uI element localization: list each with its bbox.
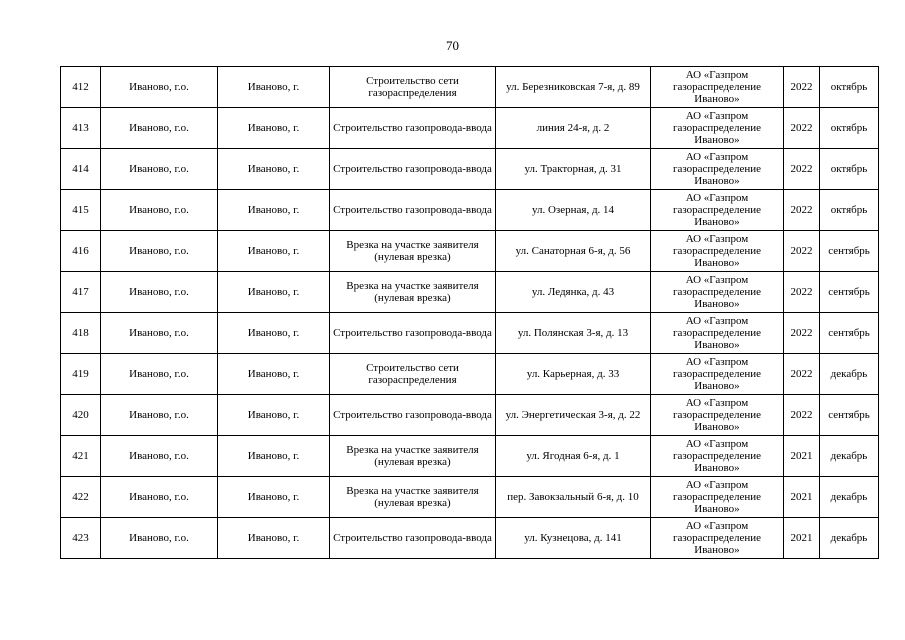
year-cell: 2022 xyxy=(784,354,820,395)
month-cell: сентябрь xyxy=(820,231,879,272)
month-cell: декабрь xyxy=(820,436,879,477)
year-cell: 2022 xyxy=(784,67,820,108)
month-cell: декабрь xyxy=(820,354,879,395)
district-cell: Иваново, г.о. xyxy=(101,190,218,231)
month-cell: октябрь xyxy=(820,190,879,231)
address-cell: ул. Полянская 3-я, д. 13 xyxy=(496,313,651,354)
table-row xyxy=(61,108,879,149)
month-cell: сентябрь xyxy=(820,395,879,436)
month-cell: октябрь xyxy=(820,149,879,190)
address-cell: ул. Энергетическая 3-я, д. 22 xyxy=(496,395,651,436)
locality-cell: Иваново, г. xyxy=(218,108,330,149)
table-row xyxy=(61,190,879,231)
month-cell: октябрь xyxy=(820,108,879,149)
year-cell: 2022 xyxy=(784,190,820,231)
locality-cell: Иваново, г. xyxy=(218,190,330,231)
row-number-cell: 415 xyxy=(61,190,101,231)
month-cell: сентябрь xyxy=(820,313,879,354)
organization-cell: АО «Газпром газораспределение Иваново» xyxy=(651,395,784,436)
work-type-cell: Строительство газопровода-ввода xyxy=(330,149,496,190)
work-type-cell: Врезка на участке заявителя (нулевая врезка) xyxy=(330,477,496,518)
locality-cell: Иваново, г. xyxy=(218,354,330,395)
table-row xyxy=(61,67,879,108)
district-cell: Иваново, г.о. xyxy=(101,108,218,149)
year-cell: 2021 xyxy=(784,518,820,559)
month-cell: декабрь xyxy=(820,477,879,518)
locality-cell: Иваново, г. xyxy=(218,395,330,436)
year-cell: 2021 xyxy=(784,477,820,518)
row-number-cell: 413 xyxy=(61,108,101,149)
organization-cell: АО «Газпром газораспределение Иваново» xyxy=(651,108,784,149)
row-number-cell: 412 xyxy=(61,67,101,108)
month-cell: сентябрь xyxy=(820,272,879,313)
organization-cell: АО «Газпром газораспределение Иваново» xyxy=(651,231,784,272)
work-type-cell: Строительство сети газораспределения xyxy=(330,354,496,395)
table-body xyxy=(61,67,879,559)
district-cell: Иваново, г.о. xyxy=(101,395,218,436)
address-cell: линия 24-я, д. 2 xyxy=(496,108,651,149)
row-number-cell: 417 xyxy=(61,272,101,313)
address-cell: ул. Ягодная 6-я, д. 1 xyxy=(496,436,651,477)
table-row xyxy=(61,313,879,354)
address-cell: ул. Березниковская 7-я, д. 89 xyxy=(496,67,651,108)
row-number-cell: 421 xyxy=(61,436,101,477)
month-cell: октябрь xyxy=(820,67,879,108)
work-type-cell: Строительство газопровода-ввода xyxy=(330,395,496,436)
address-cell: пер. Завокзальный 6-я, д. 10 xyxy=(496,477,651,518)
district-cell: Иваново, г.о. xyxy=(101,272,218,313)
organization-cell: АО «Газпром газораспределение Иваново» xyxy=(651,67,784,108)
locality-cell: Иваново, г. xyxy=(218,272,330,313)
locality-cell: Иваново, г. xyxy=(218,149,330,190)
organization-cell: АО «Газпром газораспределение Иваново» xyxy=(651,313,784,354)
table-row xyxy=(61,231,879,272)
table-row xyxy=(61,518,879,559)
district-cell: Иваново, г.о. xyxy=(101,477,218,518)
table-row xyxy=(61,436,879,477)
work-type-cell: Строительство газопровода-ввода xyxy=(330,518,496,559)
work-type-cell: Строительство газопровода-ввода xyxy=(330,108,496,149)
month-cell: декабрь xyxy=(820,518,879,559)
table-row xyxy=(61,477,879,518)
year-cell: 2022 xyxy=(784,149,820,190)
row-number-cell: 416 xyxy=(61,231,101,272)
table-row xyxy=(61,149,879,190)
locality-cell: Иваново, г. xyxy=(218,67,330,108)
district-cell: Иваново, г.о. xyxy=(101,149,218,190)
locality-cell: Иваново, г. xyxy=(218,313,330,354)
organization-cell: АО «Газпром газораспределение Иваново» xyxy=(651,477,784,518)
organization-cell: АО «Газпром газораспределение Иваново» xyxy=(651,272,784,313)
organization-cell: АО «Газпром газораспределение Иваново» xyxy=(651,190,784,231)
district-cell: Иваново, г.о. xyxy=(101,518,218,559)
row-number-cell: 419 xyxy=(61,354,101,395)
row-number-cell: 414 xyxy=(61,149,101,190)
address-cell: ул. Ледянка, д. 43 xyxy=(496,272,651,313)
work-type-cell: Врезка на участке заявителя (нулевая врезка) xyxy=(330,231,496,272)
year-cell: 2022 xyxy=(784,108,820,149)
row-number-cell: 422 xyxy=(61,477,101,518)
district-cell: Иваново, г.о. xyxy=(101,354,218,395)
page-number: 70 xyxy=(446,38,459,53)
row-number-cell: 423 xyxy=(61,518,101,559)
address-cell: ул. Озерная, д. 14 xyxy=(496,190,651,231)
row-number-cell: 420 xyxy=(61,395,101,436)
address-cell: ул. Кузнецова, д. 141 xyxy=(496,518,651,559)
work-type-cell: Врезка на участке заявителя (нулевая врезка) xyxy=(330,272,496,313)
locality-cell: Иваново, г. xyxy=(218,518,330,559)
row-number-cell: 418 xyxy=(61,313,101,354)
year-cell: 2021 xyxy=(784,436,820,477)
work-type-cell: Строительство газопровода-ввода xyxy=(330,313,496,354)
address-cell: ул. Санаторная 6-я, д. 56 xyxy=(496,231,651,272)
year-cell: 2022 xyxy=(784,313,820,354)
district-cell: Иваново, г.о. xyxy=(101,313,218,354)
gas-connection-table xyxy=(60,66,879,559)
organization-cell: АО «Газпром газораспределение Иваново» xyxy=(651,518,784,559)
table-row xyxy=(61,272,879,313)
district-cell: Иваново, г.о. xyxy=(101,67,218,108)
organization-cell: АО «Газпром газораспределение Иваново» xyxy=(651,149,784,190)
organization-cell: АО «Газпром газораспределение Иваново» xyxy=(651,436,784,477)
locality-cell: Иваново, г. xyxy=(218,477,330,518)
work-type-cell: Строительство сети газораспределения xyxy=(330,67,496,108)
year-cell: 2022 xyxy=(784,231,820,272)
table-row xyxy=(61,354,879,395)
district-cell: Иваново, г.о. xyxy=(101,436,218,477)
organization-cell: АО «Газпром газораспределение Иваново» xyxy=(651,354,784,395)
locality-cell: Иваново, г. xyxy=(218,231,330,272)
table-row xyxy=(61,395,879,436)
work-type-cell: Врезка на участке заявителя (нулевая врезка) xyxy=(330,436,496,477)
address-cell: ул. Тракторная, д. 31 xyxy=(496,149,651,190)
address-cell: ул. Карьерная, д. 33 xyxy=(496,354,651,395)
district-cell: Иваново, г.о. xyxy=(101,231,218,272)
year-cell: 2022 xyxy=(784,272,820,313)
year-cell: 2022 xyxy=(784,395,820,436)
locality-cell: Иваново, г. xyxy=(218,436,330,477)
work-type-cell: Строительство газопровода-ввода xyxy=(330,190,496,231)
